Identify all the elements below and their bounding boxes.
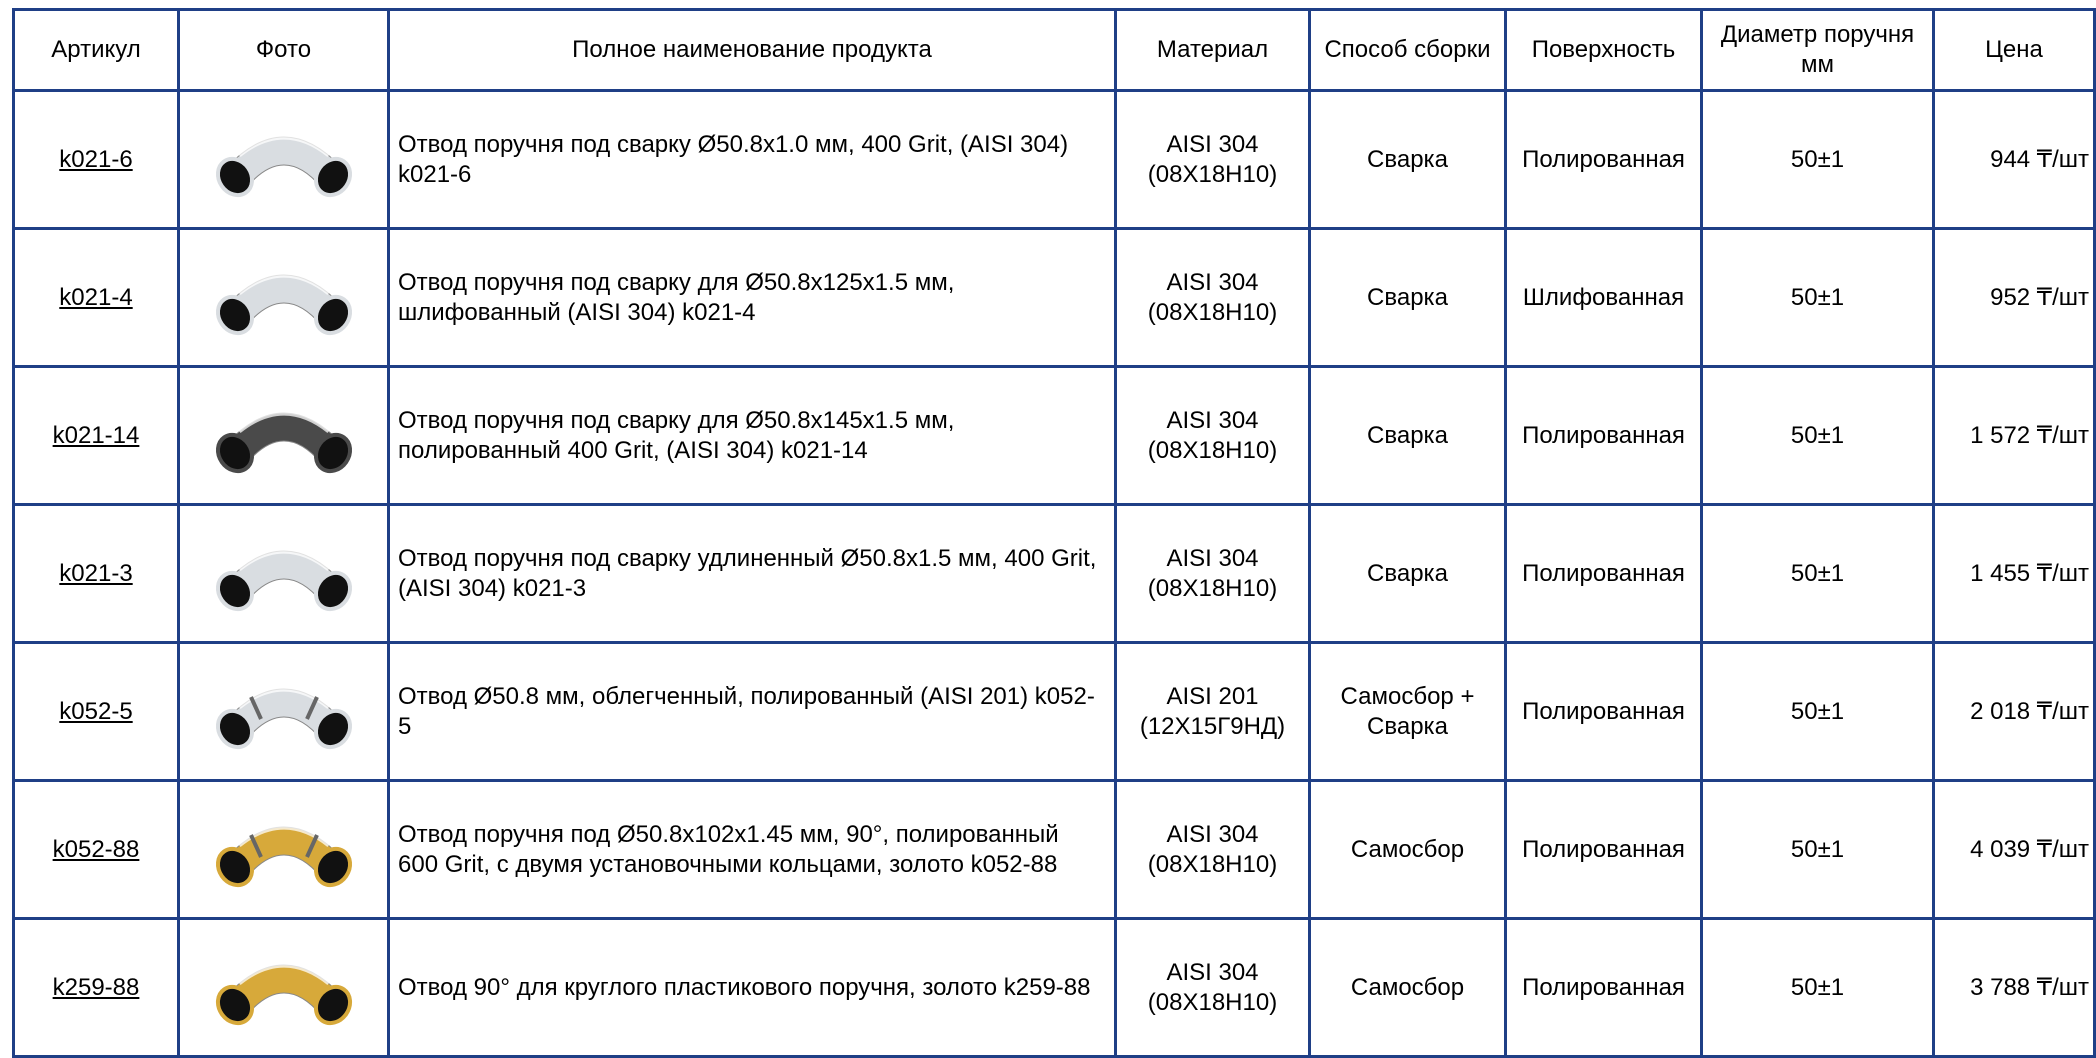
sku-cell: [14, 919, 179, 1057]
diameter-cell: 50±1: [1702, 91, 1934, 229]
material-code: (08Х18Н10): [1147, 850, 1278, 878]
header-diameter-line2: мм: [1801, 51, 1834, 78]
assembly-method: Сварка: [1367, 145, 1448, 173]
price-cell: 2 018 ₸/шт: [1934, 643, 2095, 781]
assembly-method: Сварка: [1367, 283, 1448, 311]
surface-cell: Полированная: [1506, 919, 1702, 1057]
header-material: Материал: [1116, 10, 1310, 91]
material-grade: AISI 304: [1166, 958, 1259, 986]
sku-link[interactable]: k052-88: [52, 835, 140, 863]
products-table: [12, 8, 2096, 1058]
material-cell: [1116, 919, 1310, 1057]
table-row: [14, 919, 2095, 1057]
assembly-cell: [1310, 91, 1506, 229]
price-cell: 1 572 ₸/шт: [1934, 367, 2095, 505]
sku-link[interactable]: k021-14: [52, 421, 140, 449]
photo-cell: [179, 367, 389, 505]
price-cell: 1 455 ₸/шт: [1934, 505, 2095, 643]
material-grade: AISI 304: [1166, 406, 1259, 434]
dark-chrome-elbow-icon[interactable]: [186, 391, 381, 481]
diameter-cell: 50±1: [1702, 229, 1934, 367]
header-photo: Фото: [179, 10, 389, 91]
sku-link[interactable]: k259-88: [52, 973, 140, 1001]
photo-cell: [179, 643, 389, 781]
assembly-method: Самосбор: [1350, 835, 1465, 863]
assembly-cell: [1310, 643, 1506, 781]
assembly-method: Самосбор: [1350, 973, 1465, 1001]
material-code: (08Х18Н10): [1147, 436, 1278, 464]
photo-cell: [179, 91, 389, 229]
material-cell: [1116, 643, 1310, 781]
diameter-cell: 50±1: [1702, 781, 1934, 919]
assembly-cell: [1310, 919, 1506, 1057]
header-diameter: [1702, 10, 1934, 91]
surface-cell: Полированная: [1506, 367, 1702, 505]
sku-link[interactable]: k021-4: [59, 283, 133, 311]
sku-link[interactable]: k052-5: [59, 697, 133, 725]
sku-cell: [14, 781, 179, 919]
header-assembly: Способ сборки: [1310, 10, 1506, 91]
material-grade: AISI 304: [1166, 268, 1259, 296]
surface-cell: Полированная: [1506, 505, 1702, 643]
material-cell: [1116, 91, 1310, 229]
assembly-method: Сварка: [1367, 559, 1448, 587]
diameter-cell: 50±1: [1702, 919, 1934, 1057]
table-row: [14, 505, 2095, 643]
assembly-cell: [1310, 367, 1506, 505]
diameter-cell: 50±1: [1702, 367, 1934, 505]
surface-cell: Полированная: [1506, 781, 1702, 919]
product-name: Отвод Ø50.8 мм, облегченный, полированный (AISI 201) k052-5: [389, 643, 1116, 781]
gold-elbow-with-rings-icon[interactable]: [186, 805, 381, 895]
material-grade: AISI 304: [1166, 544, 1259, 572]
product-name: Отвод поручня под сварку Ø50.8x1.0 мм, 400 Grit, (AISI 304) k021-6: [389, 91, 1116, 229]
material-grade: AISI 304: [1166, 130, 1259, 158]
material-code: (08Х18Н10): [1147, 160, 1278, 188]
photo-cell: [179, 505, 389, 643]
material-grade: AISI 201: [1166, 682, 1259, 710]
sku-cell: [14, 643, 179, 781]
header-surface: Поверхность: [1506, 10, 1702, 91]
assembly-method: Сварка: [1367, 421, 1448, 449]
photo-cell: [179, 781, 389, 919]
diameter-cell: 50±1: [1702, 643, 1934, 781]
sku-link[interactable]: k021-6: [59, 145, 133, 173]
table-row: [14, 229, 2095, 367]
material-code: (08Х18Н10): [1147, 574, 1278, 602]
surface-cell: Полированная: [1506, 91, 1702, 229]
price-cell: 4 039 ₸/шт: [1934, 781, 2095, 919]
product-name: Отвод поручня под Ø50.8x102x1.45 мм, 90°, полированный 600 Grit, с двумя установочными кольцами, золото k052-88: [389, 781, 1116, 919]
material-cell: [1116, 367, 1310, 505]
assembly-cell: [1310, 229, 1506, 367]
silver-elbow-icon[interactable]: [186, 115, 381, 205]
assembly-cell: [1310, 781, 1506, 919]
header-price: Цена: [1934, 10, 2095, 91]
price-cell: 952 ₸/шт: [1934, 229, 2095, 367]
table-row: [14, 367, 2095, 505]
silver-elbow-icon[interactable]: [186, 253, 381, 343]
gold-elbow-icon[interactable]: [186, 943, 381, 1033]
photo-cell: [179, 229, 389, 367]
table-row: [14, 91, 2095, 229]
material-code: (12Х15Г9НД): [1139, 712, 1286, 740]
sku-cell: [14, 367, 179, 505]
header-diameter-line1: Диаметр поручня: [1720, 21, 1915, 48]
material-grade: AISI 304: [1166, 820, 1259, 848]
product-name: Отвод поручня под сварку для Ø50.8x125x1.5 мм, шлифованный (AISI 304) k021-4: [389, 229, 1116, 367]
table-header-row: [14, 10, 2095, 91]
surface-cell: Полированная: [1506, 643, 1702, 781]
product-name: Отвод 90° для круглого пластикового поручня, золото k259-88: [389, 919, 1116, 1057]
price-cell: 3 788 ₸/шт: [1934, 919, 2095, 1057]
header-name: Полное наименование продукта: [389, 10, 1116, 91]
assembly-cell: [1310, 505, 1506, 643]
price-cell: 944 ₸/шт: [1934, 91, 2095, 229]
silver-elbow-with-rings-icon[interactable]: [186, 667, 381, 757]
material-cell: [1116, 505, 1310, 643]
silver-elbow-icon[interactable]: [186, 529, 381, 619]
sku-cell: [14, 505, 179, 643]
surface-cell: Шлифованная: [1506, 229, 1702, 367]
product-name: Отвод поручня под сварку удлиненный Ø50.8x1.5 мм, 400 Grit, (AISI 304) k021-3: [389, 505, 1116, 643]
assembly-method: Самосбор +: [1340, 682, 1475, 710]
material-code: (08Х18Н10): [1147, 988, 1278, 1016]
material-cell: [1116, 229, 1310, 367]
assembly-method-extra: Сварка: [1367, 712, 1448, 740]
table-row: [14, 781, 2095, 919]
sku-cell: [14, 91, 179, 229]
product-name: Отвод поручня под сварку для Ø50.8x145x1.5 мм, полированный 400 Grit, (AISI 304) k021-14: [389, 367, 1116, 505]
header-sku: Артикул: [14, 10, 179, 91]
table-row: [14, 643, 2095, 781]
diameter-cell: 50±1: [1702, 505, 1934, 643]
sku-cell: [14, 229, 179, 367]
material-cell: [1116, 781, 1310, 919]
material-code: (08Х18Н10): [1147, 298, 1278, 326]
sku-link[interactable]: k021-3: [59, 559, 133, 587]
photo-cell: [179, 919, 389, 1057]
